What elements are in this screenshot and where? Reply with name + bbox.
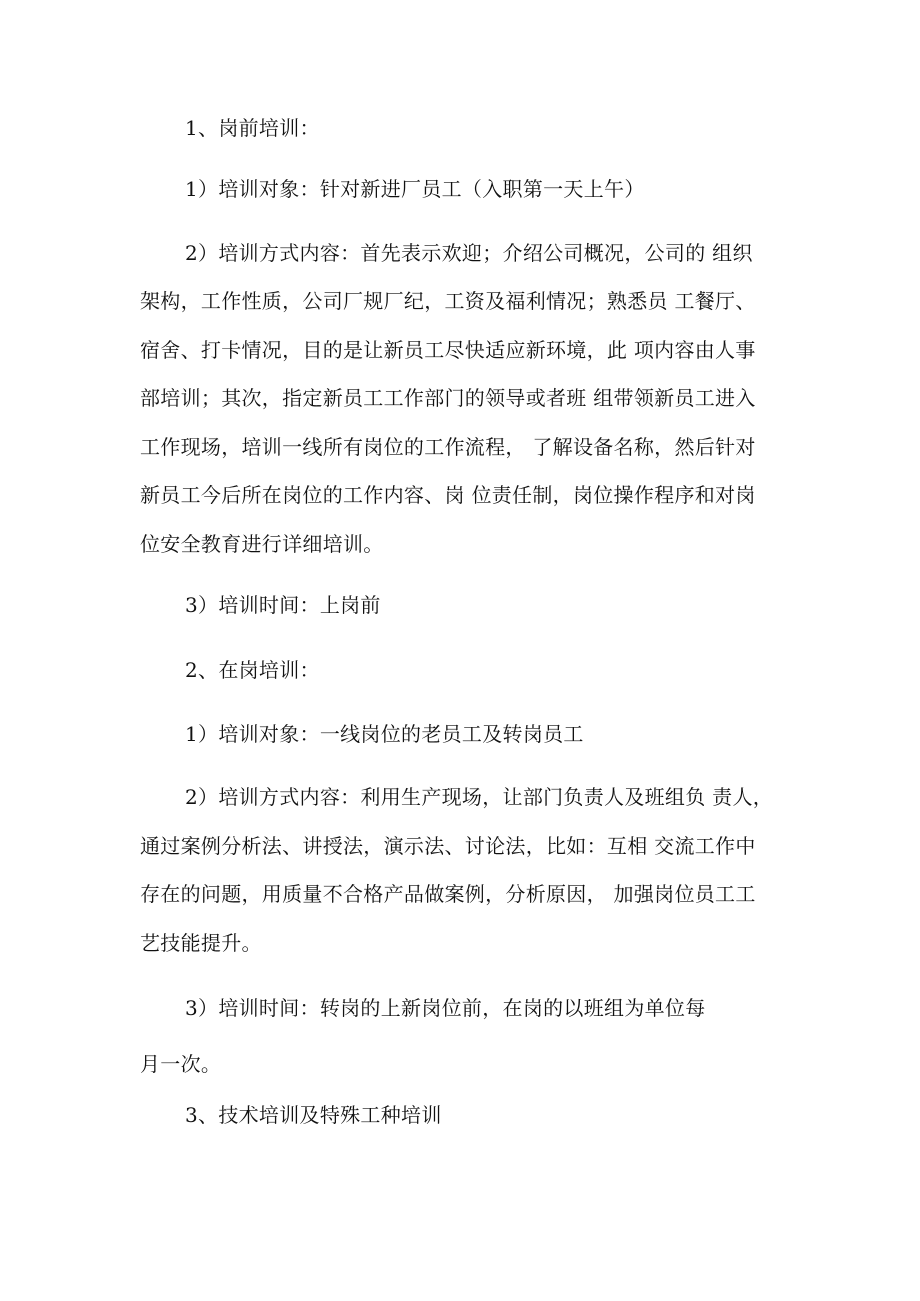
paragraph-line: 艺技能提升。 bbox=[140, 931, 262, 955]
paragraph-line: 通过案例分析法、讲授法，演示法、讨论法，比如：互相 交流工作中 bbox=[140, 834, 756, 858]
paragraph-line: 3）培训时间：上岗前 bbox=[185, 593, 381, 617]
section-heading-pre-job-training: 1、岗前培训： bbox=[185, 116, 320, 140]
paragraph-line: 宿舍、打卡情况，目的是让新员工尽快适应新环境，此 项内容由人事 bbox=[140, 338, 756, 362]
paragraph-line: 存在的问题，用质量不合格产品做案例，分析原因， 加强岗位员工工 bbox=[140, 882, 756, 906]
paragraph-line: 2）培训方式内容：首先表示欢迎；介绍公司概况，公司的 组织 bbox=[185, 241, 753, 265]
section-heading-on-job-training: 2、在岗培训： bbox=[185, 658, 320, 682]
paragraph-line: 架构，工作性质，公司厂规厂纪，工资及福利情况；熟悉员 工餐厅、 bbox=[140, 289, 756, 313]
paragraph-line: 2）培训方式内容：利用生产现场，让部门负责人及班组负 责人， bbox=[185, 785, 774, 809]
paragraph-line: 3）培训时间：转岗的上新岗位前，在岗的以班组为单位每 bbox=[185, 996, 706, 1020]
paragraph-line: 部培训；其次，指定新员工工作部门的领导或者班 组带领新员工进入 bbox=[140, 386, 756, 410]
paragraph-line: 1）培训对象：一线岗位的老员工及转岗员工 bbox=[185, 722, 584, 746]
paragraph-line: 工作现场，培训一线所有岗位的工作流程， 了解设备名称，然后针对 bbox=[140, 435, 756, 459]
paragraph-line: 新员工今后所在岗位的工作内容、岗 位责任制，岗位操作程序和对岗 bbox=[140, 483, 756, 507]
paragraph-line: 月一次。 bbox=[140, 1052, 222, 1076]
paragraph-line: 位安全教育进行详细培训。 bbox=[140, 532, 384, 556]
paragraph-line: 1）培训对象：针对新进厂员工（入职第一天上午） bbox=[185, 177, 645, 201]
section-heading-technical-training: 3、技术培训及特殊工种培训 bbox=[185, 1103, 442, 1127]
